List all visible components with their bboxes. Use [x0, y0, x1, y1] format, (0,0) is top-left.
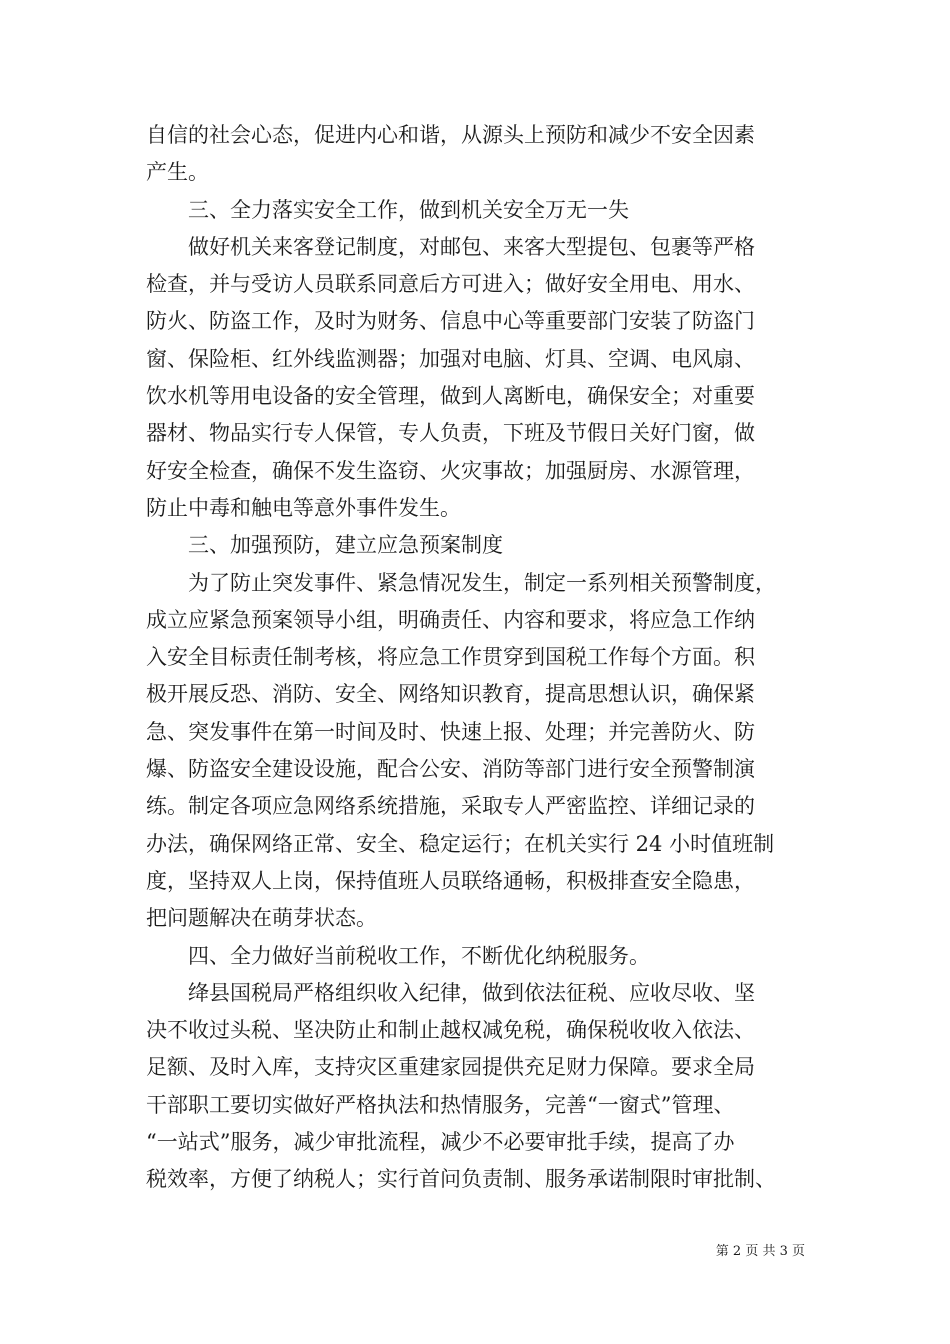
- text-line: 爆、防盗安全建设设施，配合公安、消防等部门进行安全预警制演: [146, 757, 755, 782]
- paragraph: [146, 192, 810, 229]
- text-line: 决不收过头税、坚决防止和制止越权减免税，确保税收收入依法、: [146, 1018, 755, 1043]
- text-line: 器材、物品实行专人保管，专人负责，下班及节假日关好门窗，做: [146, 421, 755, 446]
- text-line: 绛县国税局严格组织收入纪律，做到依法征税、应收尽收、坚: [188, 980, 755, 1005]
- document-body: [146, 117, 810, 1199]
- text-line: 练。制定各项应急网络系统措施，采取专人严密监控、详细记录的: [146, 794, 755, 819]
- text-line: 办法，确保网络正常、安全、稳定运行；在机关实行 24 小时值班制: [146, 831, 775, 856]
- paragraph: [146, 975, 810, 1199]
- text-line: 四、全力做好当前税收工作，不断优化纳税服务。: [188, 943, 650, 968]
- text-line: 产生。: [146, 160, 209, 185]
- text-line: 度，坚持双人上岗，保持值班人员联络通畅，积极排查安全隐患，: [146, 868, 755, 893]
- text-line: 把问题解决在萌芽状态。: [146, 906, 377, 931]
- text-line: 极开展反恐、消防、安全、网络知识教育，提高思想认识，确保紧: [146, 682, 755, 707]
- text-line: 税效率，方便了纳税人；实行首问负责制、服务承诺制限时审批制、: [146, 1167, 776, 1192]
- page-footer: 第 2 页 共 3 页: [715, 1244, 805, 1259]
- text-line: 饮水机等用电设备的安全管理，做到人离断电，确保安全；对重要: [146, 384, 755, 409]
- text-line: 干部职工要切实做好严格执法和热情服务，完善“一窗式”管理、: [146, 1092, 735, 1117]
- text-line: 入安全目标责任制考核，将应急工作贯穿到国税工作每个方面。积: [146, 645, 755, 670]
- text-line: 急、突发事件在第一时间及时、快速上报、处理；并完善防火、防: [146, 719, 755, 744]
- paragraph: [146, 229, 810, 527]
- text-line: 窗、保险柜、红外线监测器；加强对电脑、灯具、空调、电风扇、: [146, 346, 755, 371]
- text-line: 自信的社会心态，促进内心和谐，从源头上预防和减少不安全因素: [146, 123, 755, 147]
- text-line: 成立应紧急预案领导小组，明确责任、内容和要求，将应急工作纳: [146, 607, 755, 632]
- text-line: 三、全力落实安全工作，做到机关安全万无一失: [188, 197, 629, 222]
- text-line: 足额、及时入库，支持灾区重建家园提供充足财力保障。要求全局: [146, 1055, 755, 1080]
- paragraph: [146, 117, 810, 192]
- text-line: 防火、防盗工作，及时为财务、信息中心等重要部门安装了防盗门: [146, 309, 755, 334]
- text-line: 检查，并与受访人员联系同意后方可进入；做好安全用电、用水、: [146, 272, 755, 297]
- text-line: 好安全检查，确保不发生盗窃、火灾事故；加强厨房、水源管理，: [146, 458, 755, 483]
- text-line: 做好机关来客登记制度，对邮包、来客大型提包、包裹等严格: [188, 234, 755, 259]
- paragraph: [146, 938, 810, 975]
- text-line: “一站式”服务，减少审批流程，减少不必要审批手续，提高了办: [146, 1130, 735, 1155]
- paragraph: [146, 565, 810, 938]
- text-line: 防止中毒和触电等意外事件发生。: [146, 495, 461, 520]
- text-line: 为了防止突发事件、紧急情况发生，制定一系列相关预警制度，: [188, 570, 776, 595]
- paragraph: [146, 527, 810, 564]
- text-line: 三、加强预防，建立应急预案制度: [188, 533, 503, 558]
